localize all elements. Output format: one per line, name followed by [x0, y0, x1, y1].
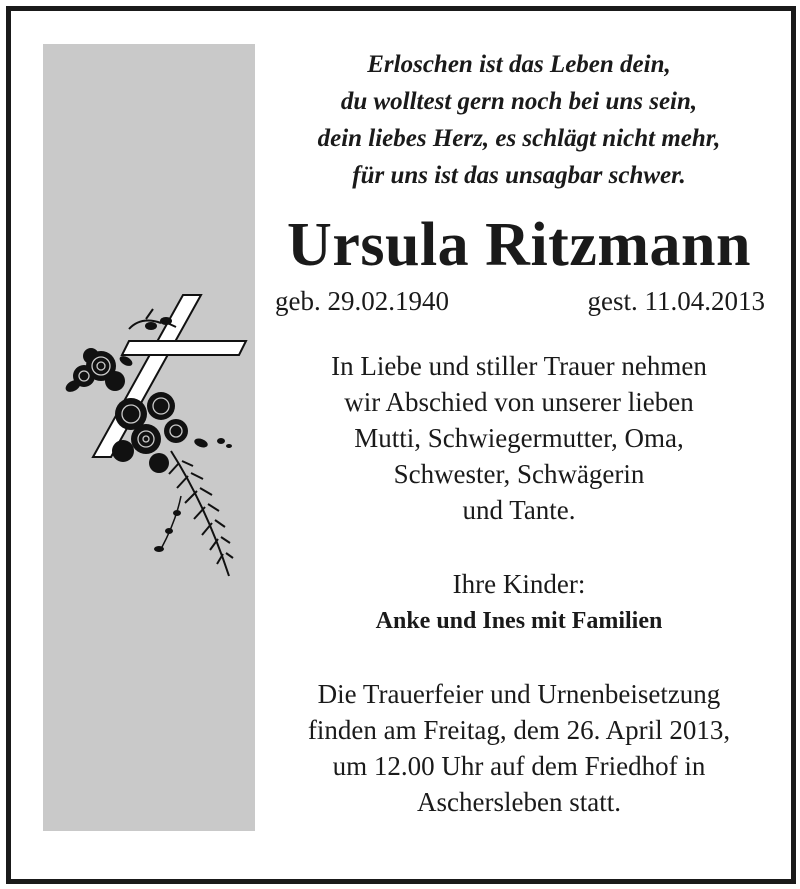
message-line: In Liebe und stiller Trauer nehmen	[331, 351, 707, 381]
funeral-info	[269, 676, 769, 820]
funeral-line: finden am Freitag, dem 26. April 2013,	[307, 715, 731, 745]
poem-line: du wolltest gern noch bei uns sein,	[340, 88, 698, 115]
obituary-content	[269, 46, 769, 820]
funeral-line: um 12.00 Uhr auf dem Friedhof in	[332, 751, 706, 781]
message-line: wir Abschied von unserer lieben	[344, 387, 694, 417]
poem-line: Erloschen ist das Leben dein,	[367, 51, 671, 78]
message-line: und Tante.	[462, 495, 576, 525]
death-date: gest. 11.04.2013	[587, 286, 765, 316]
cross-with-roses-icon	[51, 291, 251, 591]
birth-date: geb. 29.02.1940	[275, 286, 449, 316]
poem-line: dein liebes Herz, es schlägt nicht mehr,	[317, 125, 721, 152]
message-line: Schwester, Schwägerin	[393, 459, 645, 489]
funeral-line: Die Trauerfeier und Urnenbeisetzung	[317, 679, 721, 709]
mourning-message	[269, 348, 769, 528]
obituary-frame	[6, 6, 796, 884]
children-label: Ihre Kinder:	[452, 569, 586, 599]
deceased-name: Ursula Ritzmann	[287, 211, 751, 279]
children-names: Anke und Ines mit Familien	[375, 608, 663, 634]
funeral-line: Aschersleben statt.	[417, 787, 621, 817]
children-section	[269, 566, 769, 640]
life-dates	[269, 284, 769, 318]
message-line: Mutti, Schwiegermutter, Oma,	[354, 423, 684, 453]
poem-line: für uns ist das unsagbar schwer.	[352, 162, 686, 189]
poem	[269, 46, 769, 194]
